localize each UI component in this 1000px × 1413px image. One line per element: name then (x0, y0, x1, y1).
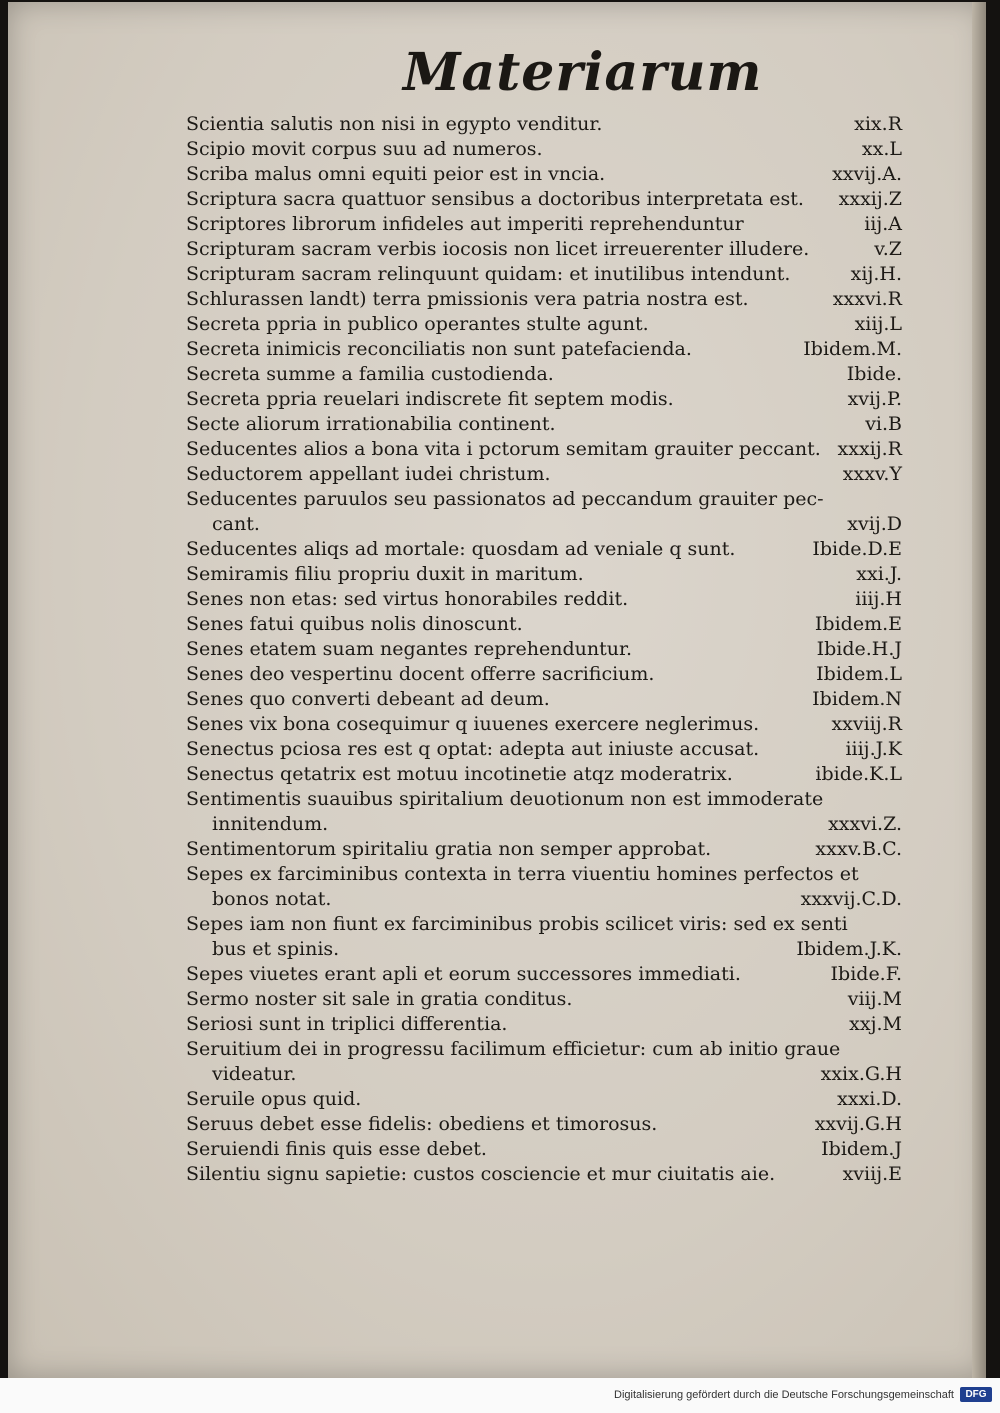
entry-reference: xvij.D (847, 513, 902, 535)
entry-reference: xviij.E (842, 1163, 902, 1185)
entry-text: Scriba malus omni equiti peior est in vncia. (186, 163, 606, 185)
entry-text: Sepes ex farciminibus contexta in terra viuentiu homines perfectos et (186, 863, 859, 885)
index-entry (186, 537, 902, 562)
index-entry (186, 1012, 902, 1037)
entry-text: bonos notat. (212, 888, 332, 910)
entry-text: Sepes viuetes erant apli et eorum successores immediati. (186, 963, 741, 985)
entry-line (186, 1137, 902, 1162)
entry-line (186, 537, 902, 562)
entry-text: Scipio movit corpus suu ad numeros. (186, 138, 543, 160)
index-entry (186, 1137, 902, 1162)
entry-reference: xxxvi.Z. (828, 813, 902, 835)
entry-reference: Ibide.H.J (816, 638, 902, 660)
entry-text: Sepes iam non fiunt ex farciminibus probis scilicet viris: sed ex senti (186, 913, 848, 935)
entry-line (186, 287, 902, 312)
index-entry (186, 962, 902, 987)
entry-reference: v.Z (874, 238, 902, 260)
index-entry (186, 487, 902, 537)
index-entry (186, 1037, 902, 1087)
entry-line (186, 862, 902, 887)
index-entry (186, 1162, 902, 1187)
entry-text: Silentiu signu sapietie: custos cosciencie et mur ciuitatis aie. (186, 1163, 776, 1185)
entry-text: cant. (212, 513, 260, 535)
entry-continuation (186, 1062, 902, 1087)
entry-line (186, 437, 902, 462)
entry-line (186, 212, 902, 237)
entry-reference: Ibidem.L (816, 663, 902, 685)
entry-line (186, 387, 902, 412)
entry-continuation (186, 512, 902, 537)
entry-text: Seriosi sunt in triplici differentia. (186, 1013, 508, 1035)
entry-line (186, 687, 902, 712)
entry-text: Sentimentis suauibus spiritalium deuotionum non est immoderate (186, 788, 824, 810)
entry-reference: xx.L (861, 138, 902, 160)
book-page (8, 2, 986, 1378)
entry-reference: xxvij.G.H (814, 1113, 902, 1135)
entry-text: Scriptores librorum infideles aut imperiti reprehenduntur (186, 213, 744, 235)
entry-reference: xxix.G.H (820, 1063, 902, 1085)
entry-text: Senectus qetatrix est motuu incotinetie atqz moderatrix. (186, 763, 733, 785)
index-entry (186, 337, 902, 362)
running-head: Materiarum (403, 42, 763, 103)
funding-note: Digitalisierung gefördert durch die Deutsche Forschungsgemeinschaft (614, 1389, 954, 1401)
entry-text: Seductorem appellant iudei christum. (186, 463, 551, 485)
entry-reference: xix.R (854, 113, 902, 135)
entry-line (186, 187, 902, 212)
index-entry (186, 1112, 902, 1137)
index-entry (186, 137, 902, 162)
dfg-logo: DFG (960, 1387, 992, 1402)
index-entry (186, 712, 902, 737)
entry-reference: xxxi.D. (837, 1088, 902, 1110)
entry-line (186, 1162, 902, 1187)
entry-continuation (186, 887, 902, 912)
entry-text: Secreta inimicis reconciliatis non sunt patefacienda. (186, 338, 692, 360)
entry-line (186, 787, 902, 812)
entry-text: Sentimentorum spiritaliu gratia non semper approbat. (186, 838, 712, 860)
entry-text: Schlurassen landt) terra pmissionis vera patria nostra est. (186, 288, 749, 310)
entry-line (186, 162, 902, 187)
entry-reference: Ibidem.J.K. (796, 938, 902, 960)
index-entry (186, 462, 902, 487)
entry-text: Secte aliorum irrationabilia continent. (186, 413, 556, 435)
index-entry (186, 637, 902, 662)
entry-text: Seruiendi finis quis esse debet. (186, 1138, 487, 1160)
entry-text: Seruitium dei in progressu facilimum efficietur: cum ab initio graue (186, 1038, 841, 1060)
entry-reference: Ibidem.N (812, 688, 902, 710)
entry-reference: viij.M (847, 988, 902, 1010)
entry-reference: iij.A (864, 213, 902, 235)
entry-reference: xxi.J. (856, 563, 902, 585)
entry-text: Senes vix bona cosequimur q iuuenes exercere neglerimus. (186, 713, 760, 735)
entry-text: Senes fatui quibus nolis dinoscunt. (186, 613, 523, 635)
entry-text: Scientia salutis non nisi in egypto venditur. (186, 113, 603, 135)
entry-text: Secreta summe a familia custodienda. (186, 363, 554, 385)
entry-text: Secreta ppria reuelari indiscrete fit septem modis. (186, 388, 674, 410)
entry-reference: Ibidem.M. (803, 338, 902, 360)
entry-text: Senes etatem suam negantes reprehenduntur. (186, 638, 632, 660)
entry-text: Seducentes aliqs ad mortale: quosdam ad veniale q sunt. (186, 538, 736, 560)
entry-line (186, 1112, 902, 1137)
index-entry (186, 262, 902, 287)
entry-reference: iiij.J.K (845, 738, 902, 760)
entry-reference: xxj.M (849, 1013, 902, 1035)
index-entry (186, 312, 902, 337)
index-entry (186, 612, 902, 637)
entry-line (186, 837, 902, 862)
entry-reference: xxxij.Z (838, 188, 902, 210)
entry-text: innitendum. (212, 813, 329, 835)
entry-line (186, 262, 902, 287)
index-entry (186, 662, 902, 687)
index-entry (186, 212, 902, 237)
entry-line (186, 587, 902, 612)
entry-line (186, 1037, 902, 1062)
entry-line (186, 562, 902, 587)
entry-line (186, 662, 902, 687)
entry-text: Sermo noster sit sale in gratia conditus. (186, 988, 573, 1010)
index-entries (8, 2, 986, 1378)
entry-line (186, 237, 902, 262)
entry-line (186, 912, 902, 937)
entry-line (186, 637, 902, 662)
index-entry (186, 237, 902, 262)
entry-reference: vi.B (865, 413, 902, 435)
index-entry (186, 837, 902, 862)
entry-text: Seducentes alios a bona vita i pctorum semitam grauiter peccant. (186, 438, 821, 460)
entry-reference: Ibidem.E (814, 613, 902, 635)
entry-line (186, 712, 902, 737)
entry-text: Scripturam sacram verbis iocosis non licet irreuerenter illudere. (186, 238, 810, 260)
entry-line (186, 362, 902, 387)
entry-reference: Ibide.D.E (812, 538, 902, 560)
entry-reference: xxxij.R (837, 438, 902, 460)
entry-line (186, 487, 902, 512)
index-entry (186, 412, 902, 437)
entry-text: Seducentes paruulos seu passionatos ad peccandum grauiter pec- (186, 488, 824, 510)
entry-text: Secreta ppria in publico operantes stulte agunt. (186, 313, 649, 335)
entry-line (186, 987, 902, 1012)
index-entry (186, 287, 902, 312)
entry-reference: iiij.H (855, 588, 902, 610)
entry-line (186, 312, 902, 337)
entry-reference: xvij.P. (847, 388, 902, 410)
index-entry (186, 737, 902, 762)
index-entry (186, 362, 902, 387)
entry-text: Scriptura sacra quattuor sensibus a doctoribus interpretata est. (186, 188, 804, 210)
entry-line (186, 1087, 902, 1112)
entry-line (186, 112, 902, 137)
entry-reference: xiij.L (854, 313, 902, 335)
entry-line (186, 337, 902, 362)
entry-text: Seruile opus quid. (186, 1088, 362, 1110)
entry-continuation (186, 812, 902, 837)
entry-text: bus et spinis. (212, 938, 340, 960)
entry-text: Scripturam sacram relinquunt quidam: et inutilibus intendunt. (186, 263, 791, 285)
entry-text: Seruus debet esse fidelis: obediens et timorosus. (186, 1113, 658, 1135)
index-entry (186, 437, 902, 462)
index-entry (186, 912, 902, 962)
entry-reference: xij.H. (850, 263, 902, 285)
entry-line (186, 737, 902, 762)
entry-reference: Ibide.F. (830, 963, 902, 985)
index-entry (186, 187, 902, 212)
entry-line (186, 137, 902, 162)
entry-line (186, 412, 902, 437)
entry-text: Senectus pciosa res est q optat: adepta aut iniuste accusat. (186, 738, 760, 760)
index-entry (186, 987, 902, 1012)
entry-reference: xxviij.R (831, 713, 902, 735)
entry-reference: Ibide. (846, 363, 902, 385)
footer-bar (0, 1378, 1000, 1413)
index-entry (186, 787, 902, 837)
entry-reference: xxvij.A. (832, 163, 902, 185)
entry-line (186, 762, 902, 787)
entry-text: videatur. (212, 1063, 297, 1085)
index-entry (186, 562, 902, 587)
entry-continuation (186, 937, 902, 962)
entry-text: Senes quo converti debeant ad deum. (186, 688, 550, 710)
entry-line (186, 1012, 902, 1037)
entry-text: Senes deo vespertinu docent offerre sacrificium. (186, 663, 655, 685)
entry-line (186, 462, 902, 487)
index-entry (186, 112, 902, 137)
index-entry (186, 862, 902, 912)
entry-reference: ibide.K.L (815, 763, 902, 785)
entry-reference: Ibidem.J (821, 1138, 902, 1160)
entry-reference: xxxv.B.C. (815, 838, 902, 860)
index-entry (186, 587, 902, 612)
entry-line (186, 612, 902, 637)
index-entry (186, 162, 902, 187)
entry-reference: xxxvij.C.D. (800, 888, 902, 910)
entry-line (186, 962, 902, 987)
index-entry (186, 687, 902, 712)
entry-text: Semiramis filiu propriu duxit in maritum. (186, 563, 584, 585)
index-entry (186, 387, 902, 412)
index-entry (186, 762, 902, 787)
entry-reference: xxxv.Y (842, 463, 902, 485)
index-entry (186, 1087, 902, 1112)
entry-text: Senes non etas: sed virtus honorabiles reddit. (186, 588, 629, 610)
entry-reference: xxxvi.R (832, 288, 902, 310)
